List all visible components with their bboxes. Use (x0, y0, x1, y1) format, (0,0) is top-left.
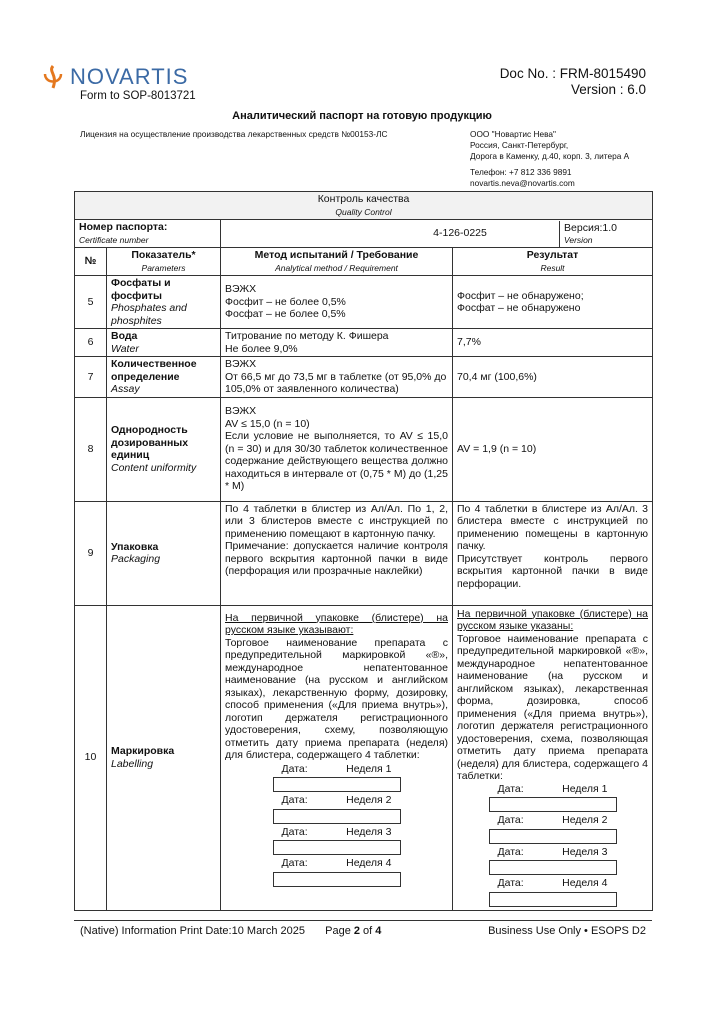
page-mid: of (360, 925, 376, 937)
date-label: Дата: (281, 762, 308, 775)
result-heading: На первичной упаковке (блистере) на русском языке указаны: (457, 607, 649, 632)
method-line: Не более 9,0% (225, 342, 298, 355)
quality-control-table (74, 191, 653, 911)
table-row (75, 276, 653, 329)
week-3-box (273, 840, 401, 855)
certificate-version: Версия:1.0 (564, 221, 618, 234)
doc-number: Doc No. : FRM-8015490 (499, 66, 646, 81)
param-ru: Упаковка (111, 540, 159, 553)
param-en: Content uniformity (111, 461, 197, 474)
method-line: ВЭЖХ (225, 405, 257, 418)
week-label (282, 794, 392, 807)
week-1-label: Неделя 1 (346, 762, 392, 775)
col-param-header-en: Parameters (141, 262, 186, 273)
certificate-row (75, 220, 653, 248)
col-param-header: Показатель* (131, 249, 196, 261)
col-num-header: № (75, 248, 107, 276)
param-en: Assay (111, 383, 140, 395)
method-line: От 66,5 мг до 73,5 мг в таблетке (от 95,0% до 105,0% от заявленного количества) (225, 370, 447, 395)
row-number: 6 (75, 329, 107, 357)
table-row (75, 501, 653, 605)
row-number: 7 (75, 357, 107, 398)
result-body: Торговое наименование препарата с предупредительной маркировкой «®», международное непатентованное наименование (на русском и английском языках), лекарственная форма, дозировка, способ применения («Для приема внутрь»), логотип держателя регистрационного удостоверения, схема, позволяющая отметить дату приема препарата (неделя) для блистера, содержащего 4 таблетки: (457, 632, 649, 782)
certificate-label: Номер паспорта: (79, 221, 168, 233)
week-schema-result (457, 783, 648, 907)
page-prefix: Page (325, 925, 354, 937)
table-row (75, 397, 653, 501)
company-city: Россия, Санкт-Петербург, (470, 140, 569, 150)
week-3-label: Неделя 3 (562, 845, 608, 858)
footer-divider (74, 920, 652, 921)
col-method-header-en: Analytical method / Requirement (275, 262, 398, 273)
week-2-label: Неделя 2 (346, 794, 392, 806)
certificate-label-en: Certificate number (79, 234, 149, 245)
week-label (498, 877, 608, 890)
table-row (75, 329, 653, 357)
param-ru: Фосфаты и фосфиты (111, 277, 171, 302)
method-heading: На первичной упаковке (блистере) на русском языке указывают: (225, 611, 448, 636)
result-line: Фосфит – не обнаружено; (457, 289, 584, 302)
page-number: 2 (353, 925, 360, 937)
week-label (498, 814, 608, 827)
week-4-label: Неделя 4 (346, 857, 392, 869)
param-en: Packaging (111, 553, 161, 565)
param-ru: Количественное определение (111, 358, 197, 383)
company-address: Дорога в Каменку, д.40, корп. 3, литера А (470, 151, 630, 161)
column-headers (75, 248, 653, 276)
page-total: 4 (375, 925, 382, 937)
week-4-label: Неделя 4 (562, 877, 608, 889)
method-line: Титрование по методу К. Фишера (225, 330, 389, 342)
week-label (498, 846, 608, 859)
result-line: По 4 таблетки в блистере из Ал/Ал. 3 блистера вместе с инструкцией по применению помещены в картонную пачку. (457, 502, 649, 552)
row-number: 10 (75, 605, 107, 910)
method-line: Фосфат – не более 0,5% (225, 308, 346, 321)
param-en: Phosphates and phosphites (111, 302, 187, 327)
col-method-header: Метод испытаний / Требование (254, 249, 419, 261)
company-name: ООО "Новартис Нева" (470, 129, 556, 139)
method-line: ВЭЖХ (225, 358, 257, 370)
method-body: Торговое наименование препарата с предупредительной маркировкой «®», международное непатентованное наименование (на русском и английском языках), лекарственную форму, дозировку, способ применения («Для приема внутрь»), логотип держателя регистрационного удостоверения, схему, позволяющую отметить дату приема препарата (неделя) для блистера, содержащего 4 таблетки: (225, 636, 448, 761)
date-label: Дата: (281, 857, 308, 869)
week-4-box (273, 872, 401, 887)
week-label (282, 763, 392, 776)
logo-text: NOVARTIS (70, 64, 189, 89)
table-row (75, 605, 653, 910)
param-en: Water (111, 342, 139, 355)
col-result-header: Результат (526, 249, 579, 261)
date-label: Дата: (497, 782, 524, 795)
method-line: ВЭЖХ (225, 283, 257, 296)
method-line: Фосфит – не более 0,5% (225, 295, 346, 308)
method-line: Примечание: допускается наличие контроля первого вскрытия картонной пачки в виде (перфорация или прозрачные наклейки) (225, 540, 448, 577)
date-label: Дата: (497, 877, 524, 889)
footer-left (80, 925, 381, 937)
footer-right: Business Use Only • ESOPS D2 (488, 925, 646, 937)
week-2-box (489, 829, 617, 844)
certificate-version-en: Version (564, 235, 593, 245)
result-line: Присутствует контроль первого вскрытия картонной пачки в виде перфорации. (457, 552, 649, 590)
method-line: Если условие не выполняется, то AV ≤ 15,0 (n = 30) и для 30/30 таблеток количественное содержание действующего вещества должно находиться в интервале от (0,75 * M) до (1,25 * M) (225, 430, 448, 493)
param-ru: Вода (111, 330, 138, 342)
week-label (282, 826, 392, 839)
method-line: AV ≤ 15,0 (n = 10) (225, 417, 310, 430)
doc-number-block (500, 66, 646, 98)
row-number: 9 (75, 501, 107, 605)
print-date: (Native) Information Print Date:10 March 2025 (80, 925, 305, 937)
week-3-label: Неделя 3 (346, 825, 392, 838)
week-2-box (273, 809, 401, 824)
date-label: Дата: (281, 825, 308, 838)
company-info (470, 129, 629, 189)
week-3-box (489, 860, 617, 875)
param-ru: Маркировка (111, 745, 175, 757)
license-text: Лицензия на осуществление производства лекарственных средств №00153-ЛС (80, 129, 388, 139)
table-row (75, 357, 653, 398)
doc-version: Version : 6.0 (570, 82, 646, 97)
week-1-box (273, 777, 401, 792)
result-line: AV = 1,9 (n = 10) (457, 442, 537, 455)
result-line: 70,4 мг (100,6%) (457, 370, 537, 383)
week-label (498, 783, 608, 796)
row-number: 8 (75, 397, 107, 501)
week-4-box (489, 892, 617, 907)
date-label: Дата: (497, 814, 524, 826)
certificate-number: 4-126-0225 (221, 221, 560, 247)
col-result-header-en: Result (540, 262, 565, 273)
param-en: Labelling (111, 757, 154, 770)
week-label (282, 857, 392, 870)
week-1-label: Неделя 1 (562, 782, 608, 795)
company-phone: Телефон: +7 812 336 9891 (470, 167, 572, 177)
week-1-box (489, 797, 617, 812)
week-schema (225, 763, 448, 887)
date-label: Дата: (281, 794, 308, 806)
novartis-logo (42, 64, 188, 90)
row-number: 5 (75, 276, 107, 329)
quality-control-header (75, 192, 653, 220)
qc-title-ru: Контроль качества (317, 193, 410, 205)
qc-title-en: Quality Control (335, 206, 392, 217)
method-line: По 4 таблетки в блистер из Ал/Ал. По 1, 2, или 3 блистеров вместе с инструкцией по применению помещают в картонную пачку. (225, 502, 448, 540)
form-to: Form to SOP-8013721 (80, 90, 196, 102)
param-ru: Однородность дозированных единиц (111, 424, 189, 461)
result-line: 7,7% (457, 336, 481, 349)
document-title: Аналитический паспорт на готовую продукцию (232, 110, 492, 122)
result-line: Фосфат – не обнаружено (457, 302, 581, 314)
novartis-flame-icon (42, 64, 64, 90)
company-email: novartis.neva@novartis.com (470, 178, 575, 188)
date-label: Дата: (497, 845, 524, 858)
week-2-label: Неделя 2 (562, 814, 608, 826)
